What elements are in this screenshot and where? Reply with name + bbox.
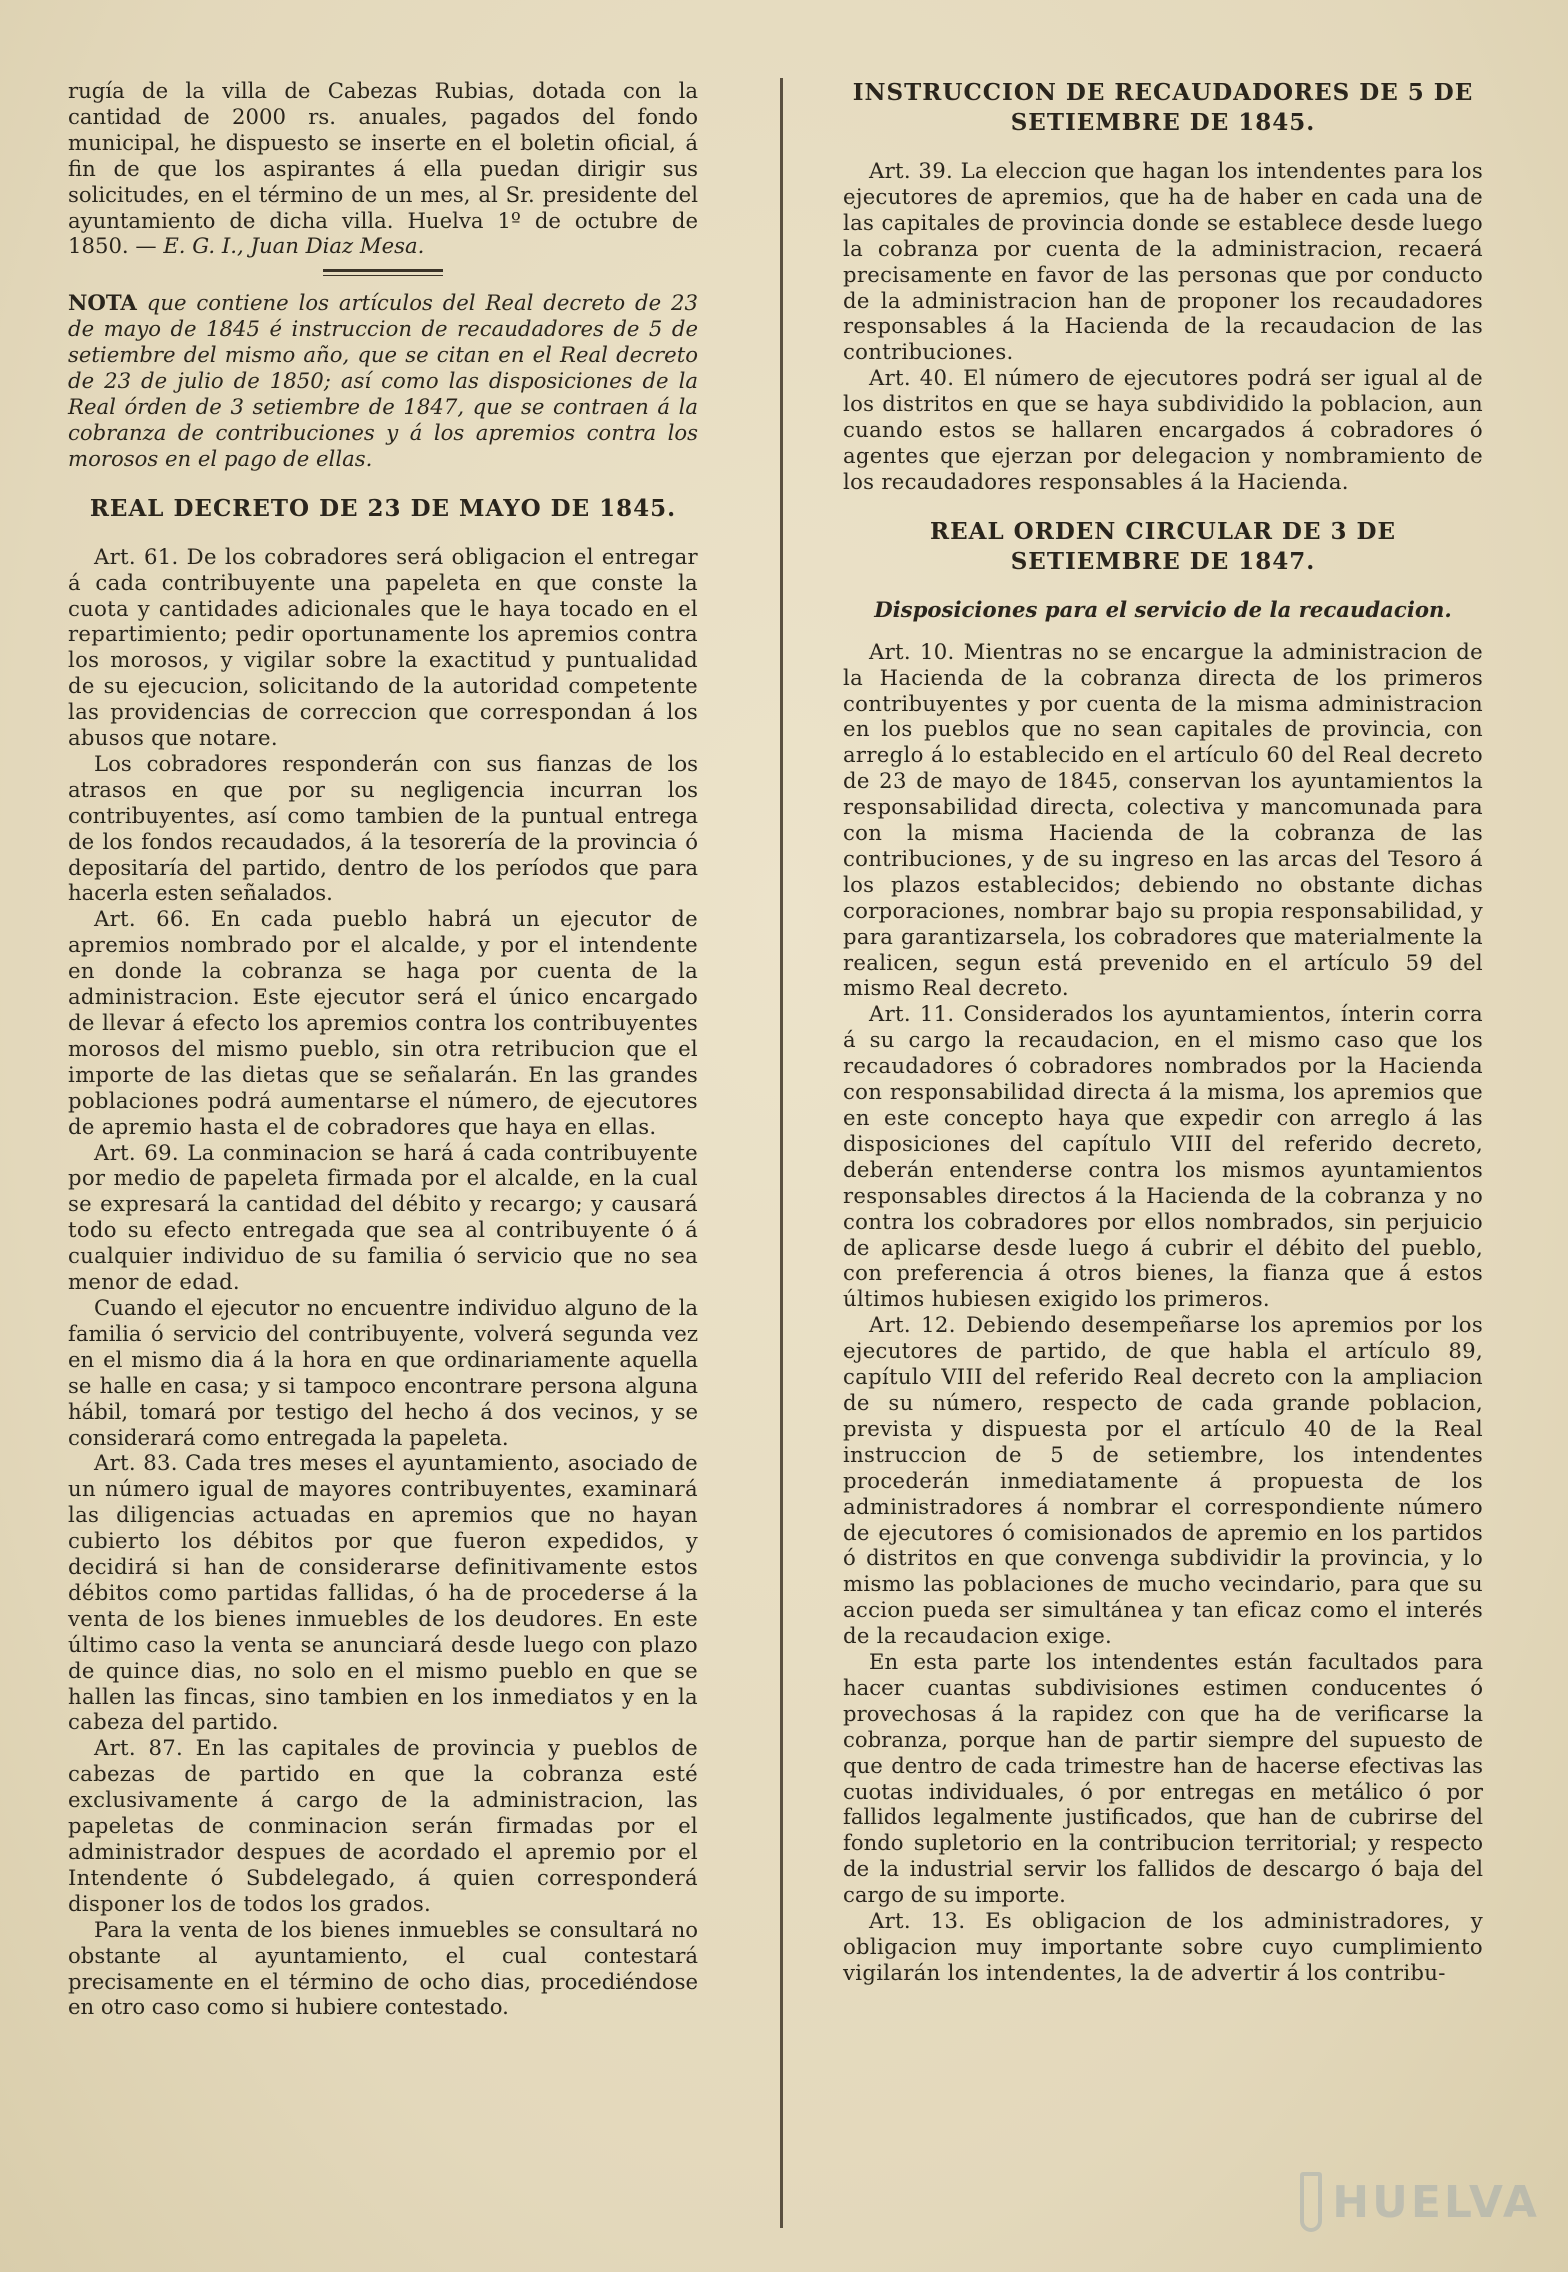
paragraph: Cuando el ejecutor no encuentre individuo alguno de la familia ó servicio del contribuyente, volverá segunda vez en el mismo dia á la hora en que ordinariamente aquella se halle en casa; y si tampoco encontrare persona alguna hábil, tomará por testigo del hecho á dos vecinos, y se considerará como entregada la papeleta.: [68, 1294, 698, 1450]
watermark-text: HUELVA: [1332, 2176, 1540, 2228]
left-column: [68, 78, 698, 2020]
column-divider: [780, 78, 783, 2228]
heading-instruccion: INSTRUCCION DE RECAUDADORES DE 5 DE SETIEMBRE DE 1845.: [852, 79, 1474, 136]
paragraph: Art. 66. En cada pueblo habrá un ejecutor de apremios nombrado por el alcalde, y por el intendente en donde la cobranza se haga por cuenta de la administracion. Este ejecutor será el único encargado de llevar á efecto los apremios contra los contribuyentes morosos del mismo pueblo, sin otra retribucion que el importe de las dietas que se señalarán. En las grandes poblaciones podrá aumentarse el número, de ejecutores de apremio hasta el de cobradores que haya en ellas.: [68, 906, 698, 1139]
paragraph: Art. 12. Debiendo desempeñarse los apremios por los ejecutores de partido, de que habla el artículo 89, capítulo VIII del referido Real decreto con la ampliacion de su número, respecto de cada grande poblacion, prevista y dispuesta por el artículo 40 de la Real instruccion de 5 de setiembre, los intendentes procederán inmediatamente á propuesta de los administradores á nombrar el correspondiente número de ejecutores ó comisionados de apremio en los partidos ó distritos en que convenga subdividir la provincia, y lo mismo las poblaciones de mucho vecindario, para que su accion pueda ser simultánea y tan eficaz como el interés de la recaudacion exige.: [843, 1312, 1483, 1649]
nota-label: NOTA: [68, 290, 137, 316]
paragraph: Para la venta de los bienes inmuebles se consultará no obstante al ayuntamiento, el cual contestará precisamente en el término de ocho dias, procediéndose en otro caso como si hubiere contestado.: [68, 1916, 698, 2020]
paragraph: Art. 39. La eleccion que hagan los intendentes para los ejecutores de apremios, que ha de haber en cada una de las capitales de provincia donde se establece desde luego la cobranza por cuenta de la administracion, recaerá precisamente en favor de las personas que por conducto de la administracion han de proponer los recaudadores responsables á la Hacienda de la recaudacion de las contribuciones.: [843, 158, 1483, 365]
paragraph: Art. 11. Considerados los ayuntamientos, ínterin corra á su cargo la recaudacion, en el mismo caso que los recaudadores ó cobradores nombrados por la Hacienda con responsabilidad directa á la misma, los apremios que en este concepto haya que expedir con arreglo á las disposiciones del capítulo VIII del referido decreto, deberán entenderse contra los mismos ayuntamientos responsables directos á la Hacienda de la cobranza y no contra los cobradores por ellos nombrados, sin perjuicio de aplicarse desde luego á cubrir el débito del pueblo, con preferencia á otros bienes, la fianza que á estos últimos hubiesen exigido los primeros.: [843, 1001, 1483, 1312]
signature: E. G. I., Juan Diaz Mesa.: [163, 233, 425, 259]
paragraph: En esta parte los intendentes están facultados para hacer cuantas subdivisiones estimen conducentes ó provechosas á la rapidez con que ha de verificarse la cobranza, porque han de partir siempre del supuesto de que dentro de cada trimestre han de hacerse efectivas las cuotas individuales, ó por entregas en metálico ó por fallidos legalmente justificados, que han de cubrirse del fondo supletorio en la contribucion territorial; y respecto de la industrial servir los fallidos de descargo ó baja del cargo de su importe.: [843, 1649, 1483, 1908]
shield-icon: [1300, 2172, 1322, 2232]
paragraph: Art. 69. La conminacion se hará á cada contribuyente por medio de papeleta firmada por el alcalde, en la cual se expresará la cantidad del débito y recargo; y causará todo su efecto entregada que sea al contribuyente ó á cualquier individuo de su familia ó servicio que no sea menor de edad.: [68, 1139, 698, 1295]
paragraph: Los cobradores responderán con sus fianzas de los atrasos en que por su negligencia incurran los contribuyentes, así como tambien de la puntual entrega de los fondos recaudados, á la tesorería de la provincia ó depositaría del partido, dentro de los períodos que para hacerla esten señalados.: [68, 750, 698, 906]
nota-text: que contiene los artículos del Real decreto de 23 de mayo de 1845 é instruccion de recaudadores de 5 de setiembre del mismo año, que se citan en el Real decreto de 23 de julio de 1850; así como las disposiciones de la Real órden de 3 setiembre de 1847, que se contraen á la cobranza de contribuciones y á los apremios contra los morosos en el pago de ellas.: [68, 290, 698, 471]
paragraph: Art. 10. Mientras no se encargue la administracion de la Hacienda de la cobranza directa de los primeros contribuyentes y por cuenta de la misma administracion en los pueblos que no sean capitales de provincia, con arreglo á lo establecido en el artículo 60 del Real decreto de 23 de mayo de 1845, conservan los ayuntamientos la responsabilidad directa, colectiva y mancomunada para con la misma Hacienda de la cobranza de las contribuciones, y de su ingreso en las arcas del Tesoro á los plazos establecidos; debiendo no obstante dichas corporaciones, nombrar bajo su propia responsabilidad, y para garantizarsela, los cobradores que materialmente la realicen, segun está prevenido en el artículo 59 del mismo Real decreto.: [843, 638, 1483, 1001]
paragraph: Art. 87. En las capitales de provincia y pueblos de cabezas de partido en que la cobranza esté exclusivamente á cargo de la administracion, las papeletas de conminacion serán firmadas por el administrador despues de acordado el apremio por el Intendente ó Subdelegado, á quien corresponderá disponer los de todos los grados.: [68, 1735, 698, 1916]
paragraph: Art. 40. El número de ejecutores podrá ser igual al de los distritos en que se haya subdividido la poblacion, aun cuando estos se hallaren encargados á cobradores ó agentes que ejerzan por delegacion y nombramiento de los recaudadores responsables á la Hacienda.: [843, 365, 1483, 494]
opening-paragraph: rugía de la villa de Cabezas Rubias, dotada con la cantidad de 2000 rs. anuales, pagados del fondo municipal, he dispuesto se inserte en el boletin oficial, á fin de que los aspirantes á ella puedan dirigir sus solicitudes, en el término de un mes, al Sr. presidente del ayuntamiento de dicha villa. Huelva 1º de octubre de 1850. — E. G. I., Juan Diaz Mesa.: [68, 78, 698, 259]
right-column: [843, 78, 1483, 1986]
heading-real-decreto: REAL DECRETO DE 23 DE MAYO DE 1845.: [89, 494, 677, 522]
paragraph: Art. 61. De los cobradores será obligacion el entregar á cada contribuyente una papeleta en que conste la cuota y cantidades adicionales que le haya tocado en el repartimiento; pedir oportunamente los apremios contra los morosos, y vigilar sobre la exactitud y puntualidad de su ejecucion, solicitando de la autoridad competente las providencias de correccion que correspondan á los abusos que notare.: [68, 543, 698, 751]
section-divider: [323, 269, 443, 276]
heading-real-orden: REAL ORDEN CIRCULAR DE 3 DE SETIEMBRE DE 1847.: [930, 517, 1396, 575]
paragraph: Art. 83. Cada tres meses el ayuntamiento, asociado de un número igual de mayores contribuyentes, examinará las diligencias actuadas en apremios que no hayan cubierto los débitos por que fueron expedidos, y decidirá si han de considerarse definitivamente estos débitos como partidas fallidas, ó ha de procederse á la venta de los bienes inmuebles de los deudores. En este último caso la venta se anunciará desde luego con plazo de quince dias, no solo en el mismo pueblo en que se hallen las fincas, sino tambien en los inmediatos y en la cabeza del partido.: [68, 1450, 698, 1735]
watermark: [1300, 2172, 1540, 2232]
paragraph: Art. 13. Es obligacion de los administradores, y obligacion muy importante sobre cuyo cumplimiento vigilarán los intendentes, la de advertir á los contribu-: [843, 1908, 1483, 1985]
subheading: Disposiciones para el servicio de la recaudacion.: [874, 596, 1452, 622]
nota-paragraph: [68, 290, 698, 471]
